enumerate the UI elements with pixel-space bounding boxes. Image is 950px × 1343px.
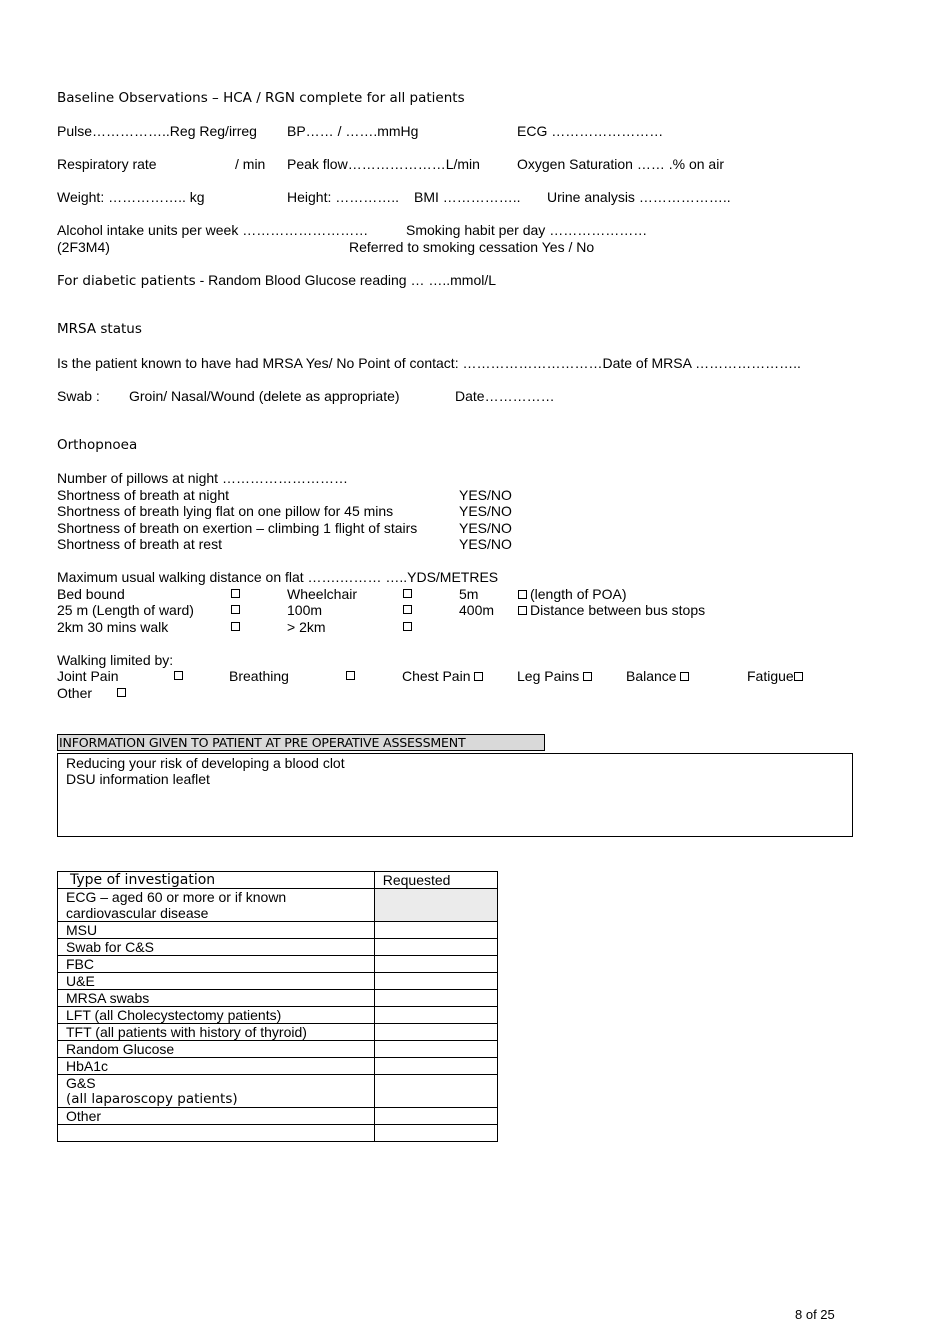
baseline-heading: Baseline Observations – HCA / RGN complete for all patients — [57, 90, 465, 106]
walking-limited-label: Walking limited by: — [57, 652, 174, 668]
sob-question-label: Shortness of breath on exertion – climbing 1 flight of stairs — [57, 520, 418, 536]
investigation-name-blank[interactable] — [58, 1125, 375, 1142]
over-two-km-label: > 2km — [287, 619, 326, 635]
bus-stops-checkbox[interactable] — [518, 606, 527, 615]
sob-question-label: Shortness of breath at night — [57, 487, 229, 503]
header-requested: Requested — [374, 872, 497, 889]
sob-answer[interactable]: YES/NO — [459, 503, 512, 519]
information-item: Reducing your risk of developing a blood clot — [66, 755, 345, 771]
ecg-line-2: cardiovascular disease — [66, 905, 209, 921]
pulse-field[interactable]: Pulse……………..Reg Reg/irreg — [57, 123, 257, 139]
table-row — [58, 1007, 498, 1024]
header-type: Type of investigation — [58, 872, 375, 889]
sob-question-label: Shortness of breath lying flat on one pillow for 45 mins — [57, 503, 394, 519]
ward-length-checkbox[interactable] — [231, 605, 240, 614]
table-row — [58, 990, 498, 1007]
gs-line-2: (all laparoscopy patients) — [66, 1091, 238, 1107]
investigation-name: Other — [58, 1108, 375, 1125]
respiratory-rate-label: Respiratory rate — [57, 156, 157, 172]
investigation-name: U&E — [58, 973, 375, 990]
chest-pain-label: Chest Pain — [402, 668, 471, 684]
swab-label: Swab : — [57, 388, 100, 404]
weight-field[interactable]: Weight: …………….. kg — [57, 189, 205, 205]
max-walking-distance-field[interactable]: Maximum usual walking distance on flat …….……… …..YDS/METRES — [57, 569, 499, 585]
leg-pains-label: Leg Pains — [517, 668, 580, 684]
length-poa-checkbox[interactable] — [518, 590, 527, 599]
length-poa-label: (length of POA) — [530, 586, 627, 602]
read-code: (2F3M4) — [57, 239, 110, 255]
other-checkbox[interactable] — [117, 688, 126, 697]
requested-cell[interactable] — [374, 990, 497, 1007]
investigation-name: HbA1c — [58, 1058, 375, 1075]
diabetic-label: For diabetic patients — [57, 273, 196, 289]
investigation-name — [58, 889, 375, 922]
hundred-m-checkbox[interactable] — [403, 605, 412, 614]
table-row — [58, 1058, 498, 1075]
orthopnoea-heading: Orthopnoea — [57, 437, 138, 453]
investigation-name: FBC — [58, 956, 375, 973]
chest-pain-option[interactable] — [402, 668, 486, 684]
over-two-km-checkbox[interactable] — [403, 622, 412, 631]
requested-cell[interactable] — [374, 1058, 497, 1075]
breathing-checkbox[interactable] — [346, 671, 355, 680]
table-row — [58, 1075, 498, 1108]
table-row — [58, 1041, 498, 1058]
joint-pain-checkbox[interactable] — [174, 671, 183, 680]
requested-cell[interactable] — [374, 1024, 497, 1041]
leg-pains-checkbox[interactable] — [583, 672, 592, 681]
requested-cell[interactable] — [374, 1125, 497, 1142]
investigation-name — [58, 1075, 375, 1108]
table-row — [58, 956, 498, 973]
fatigue-checkbox[interactable] — [794, 672, 803, 681]
balance-label: Balance — [626, 668, 677, 684]
requested-cell[interactable] — [374, 973, 497, 990]
table-row — [58, 889, 498, 922]
table-header-row — [58, 872, 498, 889]
requested-cell[interactable] — [374, 922, 497, 939]
page-number: 8 of 25 — [795, 1307, 835, 1322]
mrsa-known-field[interactable]: Is the patient known to have had MRSA Yes/ No Point of contact: …………………………Date of MRSA ………………….. — [57, 355, 801, 371]
fatigue-option[interactable] — [747, 668, 806, 684]
requested-cell[interactable] — [374, 939, 497, 956]
two-km-checkbox[interactable] — [231, 622, 240, 631]
diabetic-glucose-field — [57, 272, 496, 289]
balance-option[interactable] — [626, 668, 692, 684]
table-row — [58, 1024, 498, 1041]
investigation-name: MRSA swabs — [58, 990, 375, 1007]
requested-cell[interactable] — [374, 1075, 497, 1108]
investigations-table — [57, 871, 498, 1142]
investigation-name: TFT (all patients with history of thyroid) — [58, 1024, 375, 1041]
requested-cell[interactable] — [374, 1041, 497, 1058]
bmi-field[interactable]: BMI …………….. — [414, 189, 521, 205]
hundred-m-label: 100m — [287, 602, 323, 618]
five-m-label: 5m — [459, 586, 479, 602]
length-poa-option[interactable] — [518, 586, 627, 602]
sob-answer[interactable]: YES/NO — [459, 487, 512, 503]
sob-question-label: Shortness of breath at rest — [57, 536, 222, 552]
per-min-label: / min — [235, 156, 266, 172]
table-row — [58, 973, 498, 990]
investigation-name: Random Glucose — [58, 1041, 375, 1058]
glucose-reading[interactable]: - Random Blood Glucose reading … …..mmol/L — [195, 272, 497, 288]
table-row — [58, 939, 498, 956]
information-item: DSU information leaflet — [66, 771, 210, 787]
bus-stops-option[interactable] — [518, 602, 705, 618]
bus-stops-label: Distance between bus stops — [530, 602, 706, 618]
investigation-name: MSU — [58, 922, 375, 939]
table-row — [58, 1125, 498, 1142]
other-label: Other — [57, 685, 93, 701]
bp-field[interactable]: BP…… / …….mmHg — [287, 123, 419, 139]
sob-answer[interactable]: YES/NO — [459, 520, 512, 536]
information-box — [57, 753, 853, 837]
chest-pain-checkbox[interactable] — [474, 672, 483, 681]
mrsa-heading: MRSA status — [57, 321, 142, 337]
pillows-field[interactable]: Number of pillows at night ……………………… — [57, 470, 348, 486]
urine-analysis-field[interactable]: Urine analysis ……………….. — [547, 189, 731, 205]
bed-bound-checkbox[interactable] — [231, 589, 240, 598]
smoking-habit-field[interactable]: Smoking habit per day ………………… — [406, 222, 648, 238]
requested-cell[interactable] — [374, 1007, 497, 1024]
breathing-label: Breathing — [229, 668, 289, 684]
ecg-field[interactable]: ECG …………………… — [517, 123, 664, 139]
joint-pain-label: Joint Pain — [57, 668, 119, 684]
ecg-line-1: ECG – aged 60 or more or if known — [66, 889, 287, 905]
requested-cell[interactable] — [374, 1108, 497, 1125]
investigation-name: Swab for C&S — [58, 939, 375, 956]
oxygen-saturation-field[interactable]: Oxygen Saturation …… .% on air — [517, 156, 724, 172]
investigation-name: LFT (all Cholecystectomy patients) — [58, 1007, 375, 1024]
balance-checkbox[interactable] — [680, 672, 689, 681]
ward-length-label: 25 m (Length of ward) — [57, 602, 194, 618]
leg-pains-option[interactable] — [517, 668, 595, 684]
height-field[interactable]: Height: ………….. — [287, 189, 400, 205]
four-hundred-m-label: 400m — [459, 602, 495, 618]
fatigue-label: Fatigue — [747, 668, 794, 684]
alcohol-intake-field[interactable]: Alcohol intake units per week ……………………… — [57, 222, 369, 238]
table-row — [58, 922, 498, 939]
swab-date-field[interactable]: Date…………… — [455, 388, 555, 404]
peak-flow-field[interactable]: Peak flow…………………L/min — [287, 156, 480, 172]
gs-line-1: G&S — [66, 1075, 96, 1091]
wheelchair-checkbox[interactable] — [403, 589, 412, 598]
bed-bound-label: Bed bound — [57, 586, 125, 602]
swab-sites[interactable]: Groin/ Nasal/Wound (delete as appropriate) — [129, 388, 400, 404]
sob-answer[interactable]: YES/NO — [459, 536, 512, 552]
smoking-cessation-referral[interactable]: Referred to smoking cessation Yes / No — [349, 239, 595, 255]
information-heading: INFORMATION GIVEN TO PATIENT AT PRE OPERATIVE ASSESSMENT — [57, 734, 545, 751]
requested-cell[interactable] — [374, 956, 497, 973]
requested-cell[interactable] — [374, 889, 497, 922]
wheelchair-label: Wheelchair — [287, 586, 358, 602]
table-row — [58, 1108, 498, 1125]
two-km-label: 2km 30 mins walk — [57, 619, 169, 635]
